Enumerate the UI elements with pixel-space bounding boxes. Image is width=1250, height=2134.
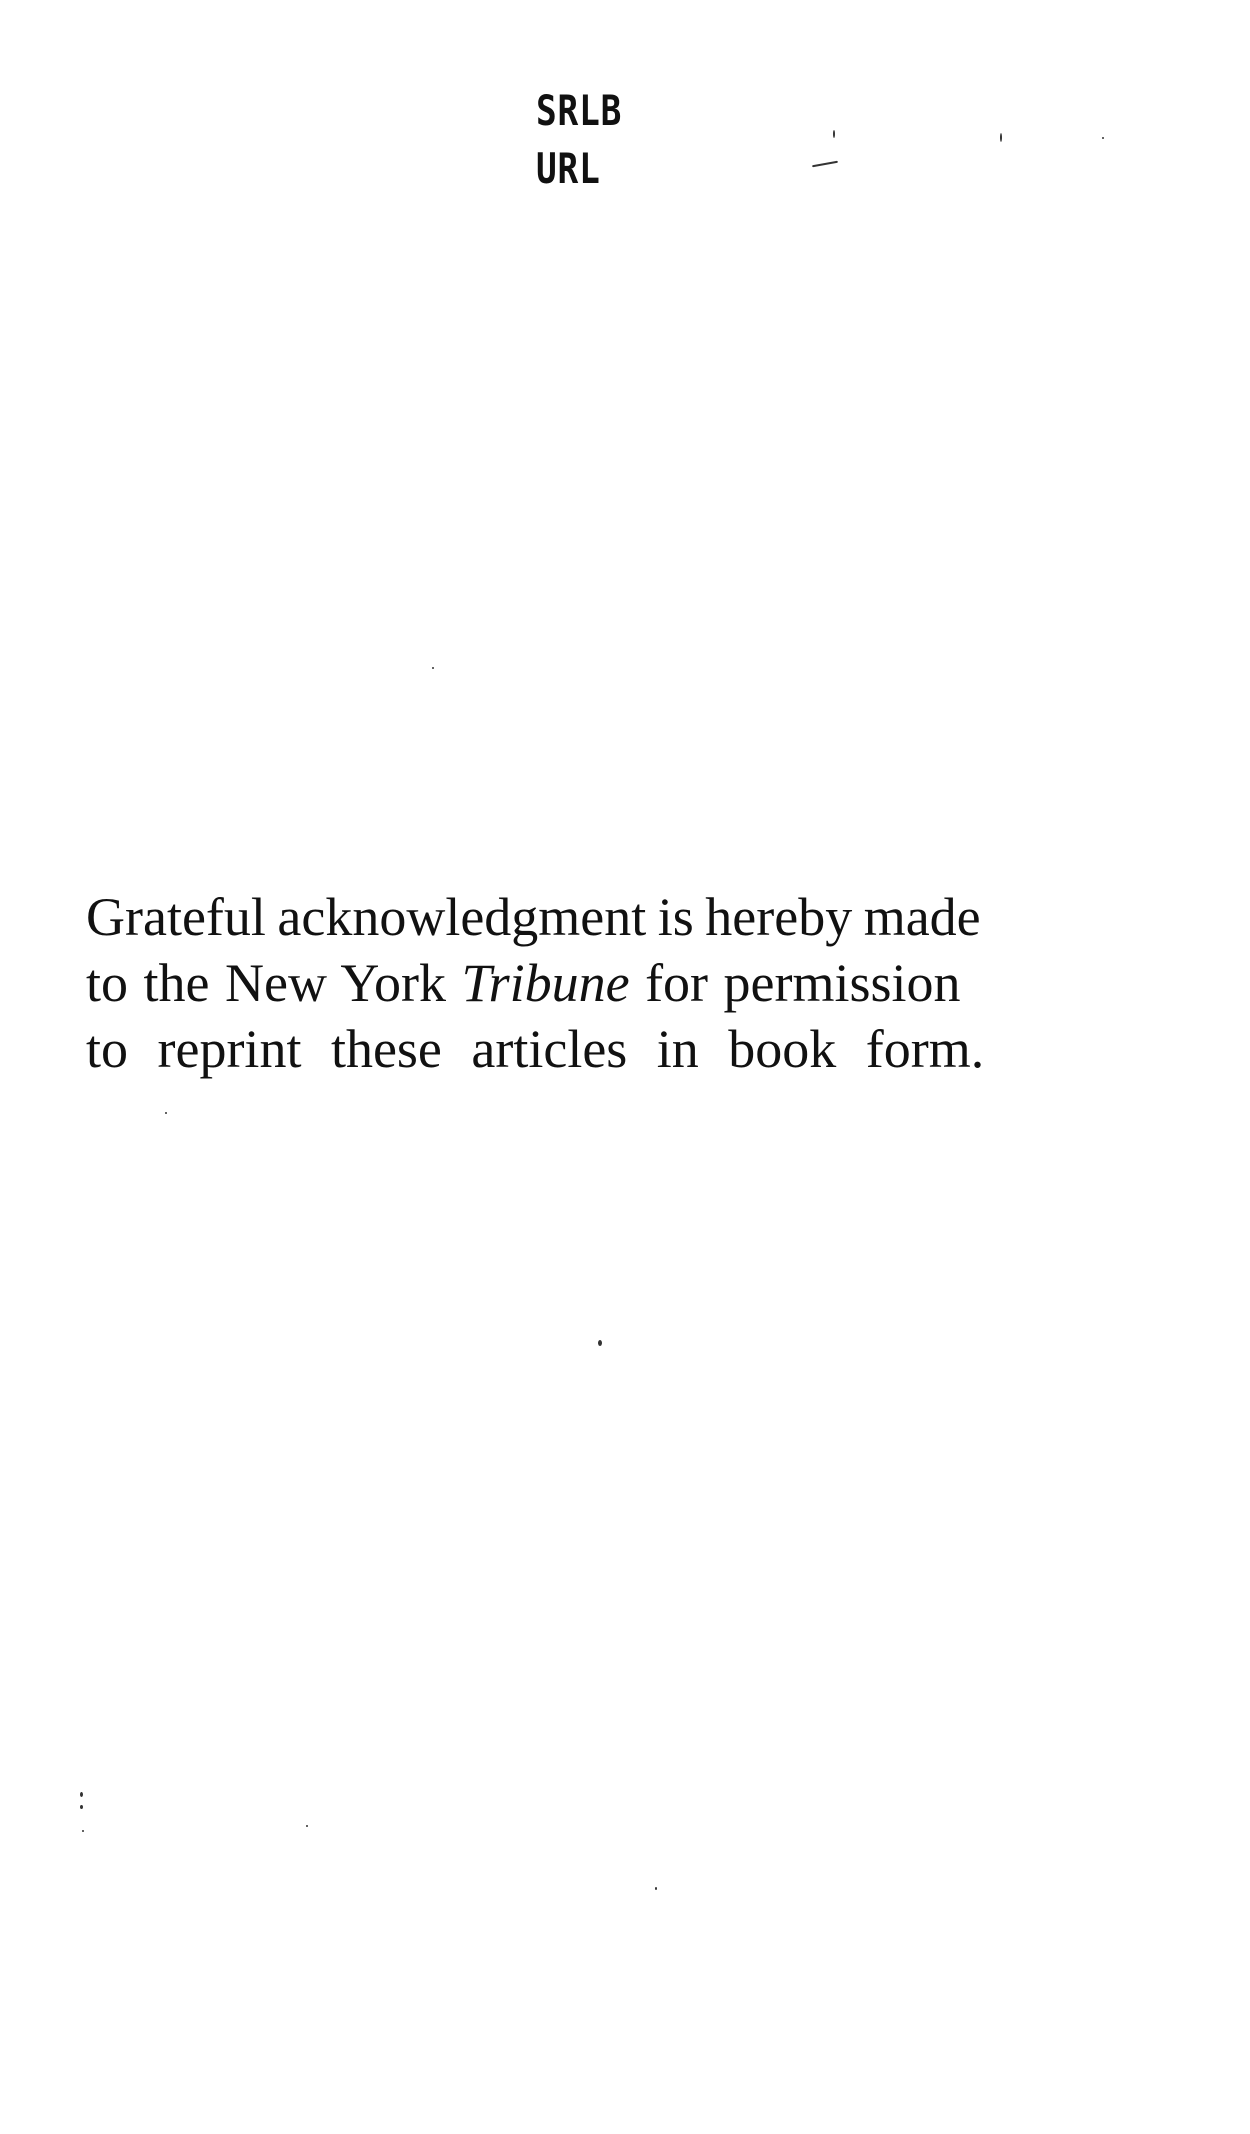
scan-speck (306, 1825, 308, 1827)
acknowledgment-line-2-end: for permission (629, 953, 961, 1013)
acknowledgment-line-2 (86, 950, 1086, 1016)
stamp-line-1: SRLB (536, 86, 623, 135)
scan-speck (833, 130, 835, 138)
library-call-stamp (536, 82, 641, 198)
acknowledgment-line-1: Grateful acknowledgment is hereby made (86, 887, 981, 947)
scan-speck (82, 1830, 84, 1832)
newspaper-title: Tribune (461, 953, 630, 1013)
scan-speck (1000, 133, 1002, 142)
acknowledgment-paragraph (86, 884, 1086, 1082)
scan-speck (80, 1805, 83, 1809)
acknowledgment-line-3: to reprint these articles in book form. (86, 1019, 985, 1079)
scan-speck (598, 1340, 602, 1346)
scan-speck (812, 161, 838, 167)
scan-speck (80, 1792, 83, 1797)
scan-speck (1102, 137, 1104, 139)
scan-speck (432, 667, 434, 669)
stamp-line-2: URL (536, 144, 601, 193)
acknowledgment-line-2-start: to the New York (86, 953, 462, 1013)
scan-speck (655, 1887, 657, 1890)
scan-speck (165, 1112, 167, 1114)
